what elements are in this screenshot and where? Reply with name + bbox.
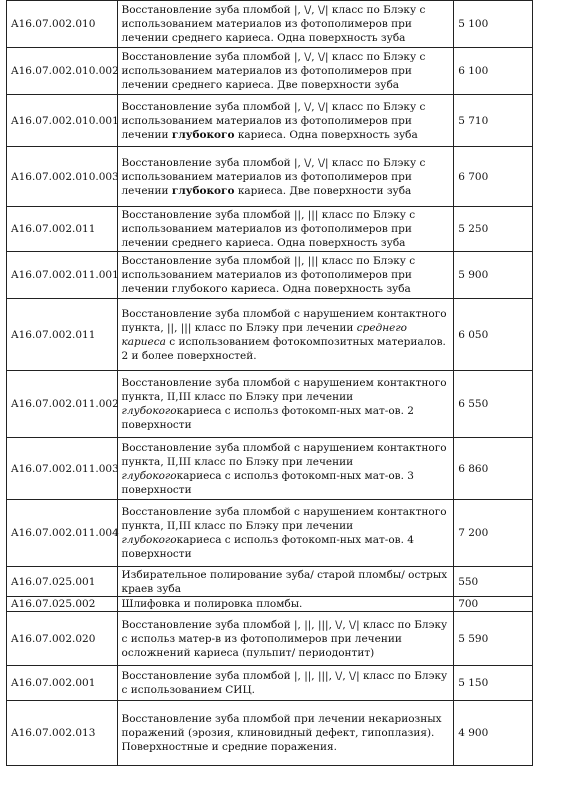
service-price: 5 250	[454, 207, 533, 252]
table-row	[7, 371, 533, 438]
table-row	[7, 567, 533, 597]
service-price: 5 710	[454, 95, 533, 147]
service-code: A16.07.025.002	[7, 597, 118, 612]
service-description: Восстановление зуба пломбой при лечении некариозных поражений (эрозия, клиновидный дефект, гипоплазия). Поверхностные и средние поражения.	[117, 701, 454, 766]
service-description: Восстановление зуба пломбой с нарушением контактного пункта, ||, ||| класс по Блэку при лечении среднего кариеса с использованием фотокомпозитных материалов. 2 и более поверхностей.	[117, 299, 454, 371]
service-code: A16.07.002.020	[7, 612, 118, 666]
service-description: Восстановление зуба пломбой ||, ||| класс по Блэку с использованием материалов из фотополимеров при лечении среднего кариеса. Одна поверхность зуба	[117, 207, 454, 252]
service-description: Восстановление зуба пломбой ||, ||| класс по Блэку с использованием материалов из фотополимеров при лечении глубокого кариеса. Одна поверхность зуба	[117, 252, 454, 299]
service-price: 6 860	[454, 438, 533, 500]
table-row	[7, 500, 533, 567]
service-price: 6 050	[454, 299, 533, 371]
table-row	[7, 48, 533, 95]
table-row	[7, 438, 533, 500]
service-code: A16.07.002.010.001	[7, 95, 118, 147]
service-description: Избирательное полирование зуба/ старой пломбы/ острых краев зуба	[117, 567, 454, 597]
service-price: 700	[454, 597, 533, 612]
service-description: Шлифовка и полировка пломбы.	[117, 597, 454, 612]
table-row	[7, 612, 533, 666]
table-row	[7, 207, 533, 252]
service-price: 6 100	[454, 48, 533, 95]
service-code: A16.07.002.011.002	[7, 371, 118, 438]
service-description: Восстановление зуба пломбой с нарушением контактного пункта, II,III класс по Блэку при лечении глубокогокариеса с использ фотокомп-ных мат-ов. 3 поверхности	[117, 438, 454, 500]
service-description: Восстановление зуба пломбой |, ||, |||, \/, \/| класс по Блэку с использованием СИЦ.	[117, 666, 454, 701]
service-description: Восстановление зуба пломбой |, \/, \/| класс по Блэку с использованием материалов из фотополимеров при лечении глубокого кариеса. Две поверхности зуба	[117, 147, 454, 207]
service-price: 4 900	[454, 701, 533, 766]
table-row	[7, 147, 533, 207]
service-price: 6 550	[454, 371, 533, 438]
service-code: A16.07.002.011	[7, 207, 118, 252]
table-row	[7, 701, 533, 766]
service-code: A16.07.002.010.002	[7, 48, 118, 95]
service-price: 7 200	[454, 500, 533, 567]
price-table	[6, 0, 533, 766]
table-row	[7, 666, 533, 701]
service-description: Восстановление зуба пломбой с нарушением контактного пункта, II,III класс по Блэку при лечении глубокогокариеса с использ фотокомп-ных мат-ов. 2 поверхности	[117, 371, 454, 438]
service-code: A16.07.025.001	[7, 567, 118, 597]
service-code: A16.07.002.001	[7, 666, 118, 701]
service-description: Восстановление зуба пломбой |, \/, \/| класс по Блэку с использованием материалов из фотополимеров при лечении среднего кариеса. Две поверхности зуба	[117, 48, 454, 95]
service-description: Восстановление зуба пломбой с нарушением контактного пункта, II,III класс по Блэку при лечении глубокогокариеса с использ фотокомп-ных мат-ов. 4 поверхности	[117, 500, 454, 567]
service-price: 6 700	[454, 147, 533, 207]
service-code: A16.07.002.011	[7, 299, 118, 371]
service-description: Восстановление зуба пломбой |, ||, |||, \/, \/| класс по Блэку с использ матер-в из фотополимеров при лечении осложнений кариеса (пульпит/ периодонтит)	[117, 612, 454, 666]
service-price: 5 900	[454, 252, 533, 299]
table-row	[7, 1, 533, 48]
service-code: A16.07.002.011.003	[7, 438, 118, 500]
service-code: A16.07.002.010.003	[7, 147, 118, 207]
service-code: A16.07.002.013	[7, 701, 118, 766]
service-price: 5 150	[454, 666, 533, 701]
table-row	[7, 252, 533, 299]
service-description: Восстановление зуба пломбой |, \/, \/| класс по Блэку с использованием материалов из фотополимеров при лечении глубокого кариеса. Одна поверхность зуба	[117, 95, 454, 147]
price-table-body	[7, 1, 533, 766]
service-price: 550	[454, 567, 533, 597]
service-price: 5 590	[454, 612, 533, 666]
table-row	[7, 299, 533, 371]
service-description: Восстановление зуба пломбой |, \/, \/| класс по Блэку с использованием материалов из фотополимеров при лечении среднего кариеса. Одна поверхность зуба	[117, 1, 454, 48]
service-code: A16.07.002.011.001	[7, 252, 118, 299]
table-row	[7, 95, 533, 147]
service-code: A16.07.002.010	[7, 1, 118, 48]
service-price: 5 100	[454, 1, 533, 48]
table-row	[7, 597, 533, 612]
service-code: A16.07.002.011.004	[7, 500, 118, 567]
